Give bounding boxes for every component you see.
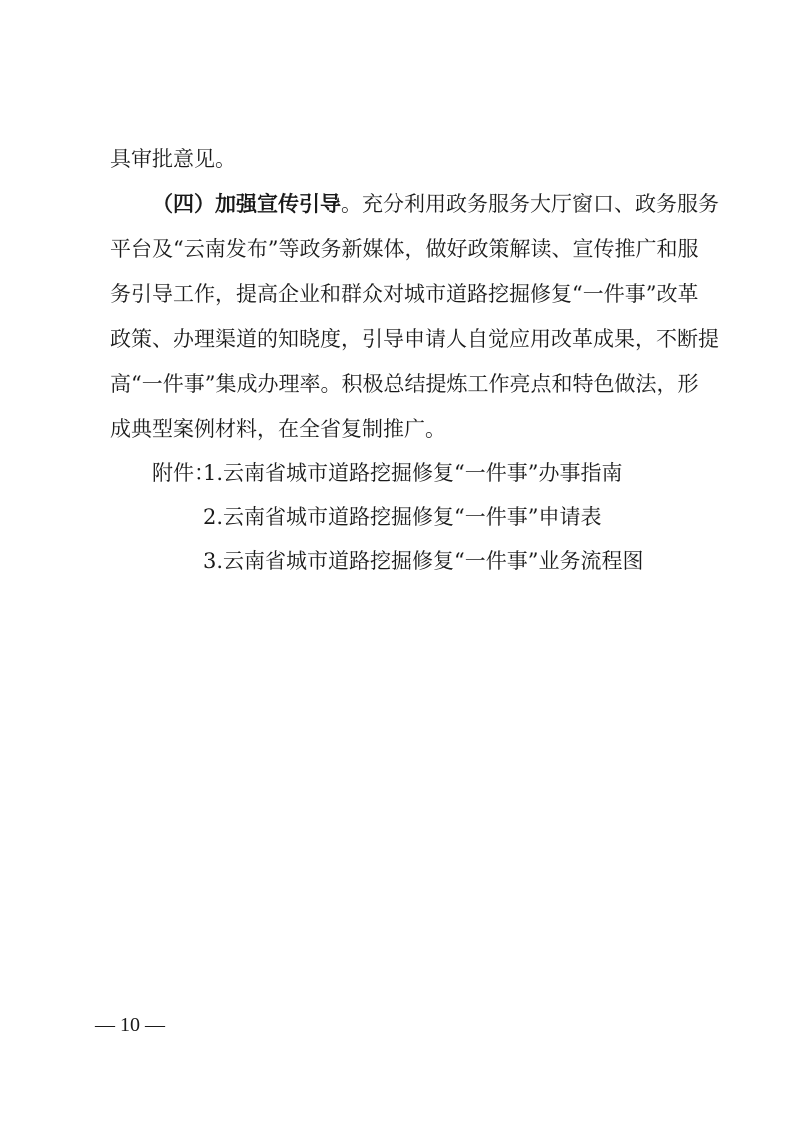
attachment-item-1: 1.云南省城市道路挖掘修复“一件事”办事指南 — [203, 461, 623, 485]
paragraph-tail: 具审批意见。 — [110, 147, 236, 171]
attachment-item-3: 3.云南省城市道路挖掘修复“一件事”业务流程图 — [203, 549, 644, 573]
attachment-item-2: 2.云南省城市道路挖掘修复“一件事”申请表 — [203, 505, 602, 529]
attachments-label: 附件： — [152, 461, 215, 485]
section4-line-4: 政策、办理渠道的知晓度，引导申请人自觉应用改革成果，不断提 — [110, 327, 719, 351]
section4-line-6: 成典型案例材料，在全省复制推广。 — [110, 417, 446, 441]
page-number: — 10 — — [95, 1014, 165, 1036]
section4-line-3: 务引导工作，提高企业和群众对城市道路挖掘修复“一件事”改革 — [110, 282, 699, 306]
section4-line-1-rest: 。充分利用政务服务大厅窗口、政务服务 — [341, 192, 719, 216]
section4-heading: （四）加强宣传引导 — [152, 192, 341, 216]
section4-line-2: 平台及“云南发布”等政务新媒体，做好政策解读、宣传推广和服 — [110, 237, 699, 261]
section4-line-1 — [110, 189, 719, 219]
section4-line-5: 高“一件事”集成办理率。积极总结提炼工作亮点和特色做法，形 — [110, 372, 699, 396]
